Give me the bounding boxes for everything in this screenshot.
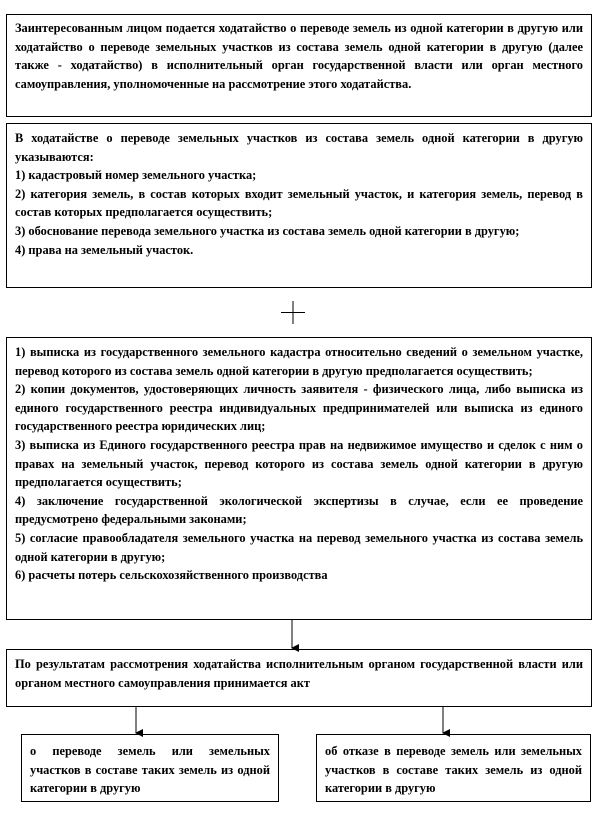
attachment-item: 6) расчеты потерь сельскохозяйственного производства <box>15 568 328 583</box>
contents-item: 4) права на земельный участок. <box>15 242 194 257</box>
petition-box <box>6 14 592 117</box>
plus-icon <box>281 301 305 324</box>
decision-box <box>6 649 592 707</box>
approve-outcome-text: о переводе земель или земельных участков в составе таких земель из одной категории в другую <box>30 744 270 796</box>
approve-outcome-box <box>21 734 279 802</box>
attachment-item: 4) заключение государственной экологической экспертизы в случае, если ее проведение предусмотрено федеральными законами; <box>15 493 583 527</box>
contents-intro: В ходатайстве о переводе земельных участков из состава земель одной категории в другую указываются: <box>15 131 583 164</box>
deny-outcome-box <box>316 734 591 802</box>
contents-item: 2) категория земель, в состав которых входит земельный участок, и категория земель, перевод в состав которых предполагается осуществить; <box>15 186 583 220</box>
decision-text: По результатам рассмотрения ходатайства исполнительным органом государственной власти или органом местного самоуправления принимается акт <box>15 657 583 690</box>
deny-outcome-text: об отказе в переводе земель или земельных участков в составе таких земель из одной категории в другую <box>325 744 582 796</box>
petition-text: Заинтересованным лицом подается ходатайство о переводе земель из одной категории в другую или ходатайство о переводе земельных участков из состава земель одной категории в другую (далее также - ходатайство) в исполнительный орган государственной власти или орган местного самоуправления, уполномоченные на рассмотрение этого ходатайства. <box>15 21 583 91</box>
attachments-box <box>6 337 592 620</box>
contents-list <box>15 166 583 259</box>
attachment-item: 3) выписка из Единого государственного реестра прав на недвижимое имущество и сделок с ним о правах на земельный участок, перевод которого из состава земель одной категории в другую предполагается осуществить; <box>15 437 583 490</box>
attachment-item: 1) выписка из государственного земельного кадастра относительно сведений о земельном участке, перевод которого из состава земель одной категории в другую предполагается осуществить; <box>15 345 583 378</box>
attachment-item: 5) согласие правообладателя земельного участка на перевод земельного участка из состава земель одной категории в другую; <box>15 530 583 564</box>
attachment-item: 2) копии документов, удостоверяющих личность заявителя - физического лица, либо выписка из единого государственного реестра индивидуальных предпринимателей или выписка из единого государственного реестра юридических лиц; <box>15 382 583 434</box>
contents-item: 3) обоснование перевода земельного участка из состава земель одной категории в другую; <box>15 223 520 238</box>
petition-contents-box <box>6 123 592 288</box>
contents-item: 1) кадастровый номер земельного участка; <box>15 168 257 183</box>
attachments-list <box>15 343 583 585</box>
